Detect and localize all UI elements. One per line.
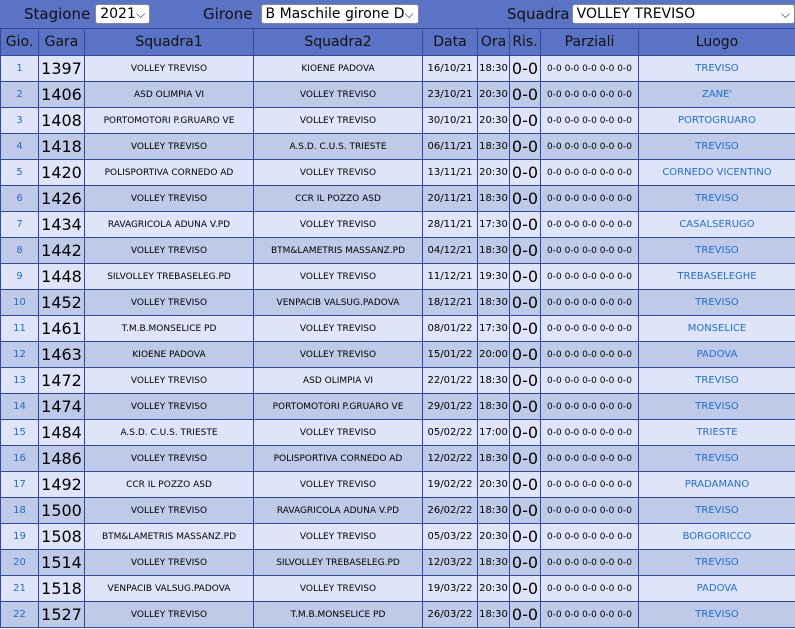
table-row [1,342,795,368]
venue-link[interactable]: TREVISO [639,186,795,212]
time-cell: 20:30 [478,160,510,186]
table-row [1,576,795,602]
time-cell: 20:30 [478,108,510,134]
venue-link[interactable]: TREVISO [639,446,795,472]
partials-cell: 0-0 0-0 0-0 0-0 0-0 [541,524,639,550]
chevron-down-icon: ⌵ [136,7,146,21]
gara-number: 1406 [39,82,85,108]
result-cell: 0-0 [510,212,541,238]
squadra1-cell: VOLLEY TREVISO [85,134,254,160]
result-cell: 0-0 [510,446,541,472]
table-row [1,264,795,290]
gara-number: 1448 [39,264,85,290]
partials-cell: 0-0 0-0 0-0 0-0 0-0 [541,264,639,290]
squadra2-cell: VOLLEY TREVISO [254,160,423,186]
result-cell: 0-0 [510,550,541,576]
time-cell: 20:30 [478,472,510,498]
date-cell: 16/10/21 [423,56,478,82]
table-row [1,212,795,238]
result-cell: 0-0 [510,134,541,160]
gara-number: 1518 [39,576,85,602]
squadra2-cell: VOLLEY TREVISO [254,108,423,134]
table-row [1,394,795,420]
gio-link[interactable]: 19 [1,524,39,550]
gara-number: 1426 [39,186,85,212]
date-cell: 26/03/22 [423,602,478,628]
girone-value: B Maschile girone D [265,6,405,22]
gara-number: 1463 [39,342,85,368]
girone-filter [163,1,449,27]
squadra1-cell: VOLLEY TREVISO [85,238,254,264]
venue-link[interactable]: TRIESTE [639,420,795,446]
squadra1-cell: VENPACIB VALSUG.PADOVA [85,576,254,602]
header-ora[interactable]: Ora [478,29,510,56]
venue-link[interactable]: ZANE' [639,82,795,108]
result-cell: 0-0 [510,290,541,316]
partials-cell: 0-0 0-0 0-0 0-0 0-0 [541,56,639,82]
partials-cell: 0-0 0-0 0-0 0-0 0-0 [541,238,639,264]
time-cell: 18:30 [478,186,510,212]
squadra1-cell: VOLLEY TREVISO [85,498,254,524]
squadra2-cell: VOLLEY TREVISO [254,316,423,342]
partials-cell: 0-0 0-0 0-0 0-0 0-0 [541,498,639,524]
gara-number: 1418 [39,134,85,160]
venue-link[interactable]: TREBASELEGHE [639,264,795,290]
gara-number: 1442 [39,238,85,264]
date-cell: 11/12/21 [423,264,478,290]
partials-cell: 0-0 0-0 0-0 0-0 0-0 [541,342,639,368]
gio-link[interactable]: 2 [1,82,39,108]
squadra1-cell: POLISPORTIVA CORNEDO AD [85,160,254,186]
table-row [1,498,795,524]
stagione-select[interactable] [95,4,150,24]
time-cell: 18:30 [478,602,510,628]
result-cell: 0-0 [510,238,541,264]
gio-link[interactable]: 6 [1,186,39,212]
time-cell: 19:30 [478,264,510,290]
calendar-table [0,28,795,628]
table-row [1,134,795,160]
stagione-label: Stagione [24,5,91,23]
venue-link[interactable]: TREVISO [639,56,795,82]
gio-link[interactable]: 18 [1,498,39,524]
squadra2-cell: VENPACIB VALSUG.PADOVA [254,290,423,316]
partials-cell: 0-0 0-0 0-0 0-0 0-0 [541,472,639,498]
result-cell: 0-0 [510,602,541,628]
result-cell: 0-0 [510,342,541,368]
result-cell: 0-0 [510,576,541,602]
squadra1-cell: SILVOLLEY TREBASELEG.PD [85,264,254,290]
gara-number: 1527 [39,602,85,628]
partials-cell: 0-0 0-0 0-0 0-0 0-0 [541,186,639,212]
squadra1-cell: VOLLEY TREVISO [85,602,254,628]
squadra2-cell: VOLLEY TREVISO [254,212,423,238]
header-squadra2[interactable]: Squadra2 [254,29,423,56]
gio-link[interactable]: 7 [1,212,39,238]
date-cell: 19/03/22 [423,576,478,602]
venue-link[interactable]: PORTOGRUARO [639,108,795,134]
gio-link[interactable]: 11 [1,316,39,342]
chevron-down-icon: ⌵ [404,7,414,21]
time-cell: 18:30 [478,134,510,160]
result-cell: 0-0 [510,394,541,420]
venue-link[interactable]: TREVISO [639,238,795,264]
squadra2-cell: KIOENE PADOVA [254,56,423,82]
result-cell: 0-0 [510,160,541,186]
time-cell: 18:30 [478,290,510,316]
table-header-row [1,29,795,56]
date-cell: 12/03/22 [423,550,478,576]
table-row [1,368,795,394]
squadra1-cell: T.M.B.MONSELICE PD [85,316,254,342]
chevron-down-icon: ⌵ [780,7,790,21]
gara-number: 1461 [39,316,85,342]
table-row [1,316,795,342]
gio-link[interactable]: 14 [1,394,39,420]
squadra-value: VOLLEY TREVISO [576,6,696,22]
venue-link[interactable]: TREVISO [639,498,795,524]
table-row [1,290,795,316]
time-cell: 18:30 [478,368,510,394]
gio-link[interactable]: 8 [1,238,39,264]
squadra1-cell: CCR IL POZZO ASD [85,472,254,498]
gio-link[interactable]: 4 [1,134,39,160]
partials-cell: 0-0 0-0 0-0 0-0 0-0 [541,446,639,472]
date-cell: 30/10/21 [423,108,478,134]
time-cell: 20:00 [478,342,510,368]
time-cell: 20:30 [478,576,510,602]
gara-number: 1508 [39,524,85,550]
squadra2-cell: VOLLEY TREVISO [254,576,423,602]
table-row [1,108,795,134]
squadra2-cell: VOLLEY TREVISO [254,472,423,498]
gio-link[interactable]: 5 [1,160,39,186]
header-squadra1[interactable]: Squadra1 [85,29,254,56]
gio-link[interactable]: 12 [1,342,39,368]
squadra2-cell: BTM&LAMETRIS MASSANZ.PD [254,238,423,264]
squadra1-cell: PORTOMOTORI P.GRUARO VE [85,108,254,134]
date-cell: 05/03/22 [423,524,478,550]
squadra-label: Squadra [507,5,570,23]
squadra-filter [452,1,795,27]
time-cell: 18:30 [478,238,510,264]
date-cell: 23/10/21 [423,82,478,108]
table-body [1,56,795,628]
partials-cell: 0-0 0-0 0-0 0-0 0-0 [541,602,639,628]
squadra1-cell: A.S.D. C.U.S. TRIESTE [85,420,254,446]
squadra1-cell: ASD OLIMPIA VI [85,82,254,108]
header-gio[interactable]: Gio. [1,29,39,56]
gara-number: 1484 [39,420,85,446]
venue-link[interactable]: TREVISO [639,550,795,576]
squadra2-cell: VOLLEY TREVISO [254,524,423,550]
partials-cell: 0-0 0-0 0-0 0-0 0-0 [541,160,639,186]
result-cell: 0-0 [510,108,541,134]
partials-cell: 0-0 0-0 0-0 0-0 0-0 [541,212,639,238]
venue-link[interactable]: BORGORICCO [639,524,795,550]
date-cell: 05/02/22 [423,420,478,446]
squadra2-cell: VOLLEY TREVISO [254,420,423,446]
header-luogo[interactable]: Luogo [639,29,795,56]
table-row [1,160,795,186]
result-cell: 0-0 [510,524,541,550]
gara-number: 1514 [39,550,85,576]
date-cell: 26/02/22 [423,498,478,524]
partials-cell: 0-0 0-0 0-0 0-0 0-0 [541,82,639,108]
result-cell: 0-0 [510,186,541,212]
gara-number: 1408 [39,108,85,134]
squadra2-cell: VOLLEY TREVISO [254,342,423,368]
date-cell: 28/11/21 [423,212,478,238]
gio-link[interactable]: 1 [1,56,39,82]
gara-number: 1486 [39,446,85,472]
venue-link[interactable]: TREVISO [639,394,795,420]
gio-link[interactable]: 22 [1,602,39,628]
squadra1-cell: VOLLEY TREVISO [85,394,254,420]
squadra2-cell: VOLLEY TREVISO [254,264,423,290]
venue-link[interactable]: TREVISO [639,134,795,160]
table-row [1,602,795,628]
squadra2-cell: A.S.D. C.U.S. TRIESTE [254,134,423,160]
result-cell: 0-0 [510,82,541,108]
header-data[interactable]: Data [423,29,478,56]
result-cell: 0-0 [510,472,541,498]
result-cell: 0-0 [510,498,541,524]
gio-link[interactable]: 16 [1,446,39,472]
girone-select[interactable] [261,4,419,24]
table-row [1,524,795,550]
gara-number: 1492 [39,472,85,498]
partials-cell: 0-0 0-0 0-0 0-0 0-0 [541,134,639,160]
gara-number: 1472 [39,368,85,394]
venue-link[interactable]: TREVISO [639,602,795,628]
partials-cell: 0-0 0-0 0-0 0-0 0-0 [541,108,639,134]
table-row [1,238,795,264]
table-row [1,420,795,446]
result-cell: 0-0 [510,316,541,342]
squadra1-cell: VOLLEY TREVISO [85,368,254,394]
gio-link[interactable]: 15 [1,420,39,446]
squadra2-cell: RAVAGRICOLA ADUNA V.PD [254,498,423,524]
squadra2-cell: ASD OLIMPIA VI [254,368,423,394]
squadra2-cell: VOLLEY TREVISO [254,82,423,108]
date-cell: 20/11/21 [423,186,478,212]
venue-link[interactable]: CASALSERUGO [639,212,795,238]
gara-number: 1397 [39,56,85,82]
result-cell: 0-0 [510,56,541,82]
gio-link[interactable]: 21 [1,576,39,602]
venue-link[interactable]: TREVISO [639,290,795,316]
venue-link[interactable]: PADOVA [639,342,795,368]
table-row [1,472,795,498]
stagione-filter [0,1,160,27]
result-cell: 0-0 [510,368,541,394]
gara-number: 1474 [39,394,85,420]
venue-link[interactable]: TREVISO [639,368,795,394]
gara-number: 1434 [39,212,85,238]
gio-link[interactable]: 13 [1,368,39,394]
gio-link[interactable]: 20 [1,550,39,576]
partials-cell: 0-0 0-0 0-0 0-0 0-0 [541,550,639,576]
time-cell: 18:30 [478,56,510,82]
time-cell: 18:30 [478,550,510,576]
date-cell: 13/11/21 [423,160,478,186]
date-cell: 15/01/22 [423,342,478,368]
time-cell: 18:30 [478,394,510,420]
gara-number: 1452 [39,290,85,316]
gio-link[interactable]: 3 [1,108,39,134]
squadra2-cell: SILVOLLEY TREBASELEG.PD [254,550,423,576]
date-cell: 19/02/22 [423,472,478,498]
squadra2-cell: PORTOMOTORI P.GRUARO VE [254,394,423,420]
time-cell: 17:30 [478,212,510,238]
squadra1-cell: KIOENE PADOVA [85,342,254,368]
time-cell: 18:30 [478,498,510,524]
squadra1-cell: VOLLEY TREVISO [85,446,254,472]
date-cell: 18/12/21 [423,290,478,316]
squadra1-cell: VOLLEY TREVISO [85,56,254,82]
girone-label: Girone [203,5,253,23]
table-row [1,56,795,82]
gio-link[interactable]: 17 [1,472,39,498]
date-cell: 29/01/22 [423,394,478,420]
partials-cell: 0-0 0-0 0-0 0-0 0-0 [541,420,639,446]
time-cell: 18:30 [478,446,510,472]
squadra2-cell: POLISPORTIVA CORNEDO AD [254,446,423,472]
date-cell: 12/02/22 [423,446,478,472]
gio-link[interactable]: 10 [1,290,39,316]
squadra1-cell: RAVAGRICOLA ADUNA V.PD [85,212,254,238]
table-row [1,550,795,576]
header-ris[interactable]: Ris. [510,29,541,56]
partials-cell: 0-0 0-0 0-0 0-0 0-0 [541,290,639,316]
squadra2-cell: T.M.B.MONSELICE PD [254,602,423,628]
squadra1-cell: BTM&LAMETRIS MASSANZ.PD [85,524,254,550]
header-gara[interactable]: Gara [39,29,85,56]
venue-link[interactable]: MONSELICE [639,316,795,342]
time-cell: 20:30 [478,524,510,550]
time-cell: 17:00 [478,420,510,446]
squadra-select[interactable] [572,4,795,24]
venue-link[interactable]: PRADAMANO [639,472,795,498]
date-cell: 04/12/21 [423,238,478,264]
gara-number: 1500 [39,498,85,524]
stagione-value: 2021 [100,6,136,22]
squadra2-cell: CCR IL POZZO ASD [254,186,423,212]
result-cell: 0-0 [510,420,541,446]
partials-cell: 0-0 0-0 0-0 0-0 0-0 [541,576,639,602]
header-parziali[interactable]: Parziali [541,29,639,56]
table-row [1,446,795,472]
partials-cell: 0-0 0-0 0-0 0-0 0-0 [541,316,639,342]
table-row [1,82,795,108]
date-cell: 06/11/21 [423,134,478,160]
partials-cell: 0-0 0-0 0-0 0-0 0-0 [541,394,639,420]
squadra1-cell: VOLLEY TREVISO [85,290,254,316]
time-cell: 17:30 [478,316,510,342]
gio-link[interactable]: 9 [1,264,39,290]
table-row [1,186,795,212]
partials-cell: 0-0 0-0 0-0 0-0 0-0 [541,368,639,394]
squadra1-cell: VOLLEY TREVISO [85,186,254,212]
result-cell: 0-0 [510,264,541,290]
gara-number: 1420 [39,160,85,186]
filter-bar [0,0,795,28]
venue-link[interactable]: CORNEDO VICENTINO [639,160,795,186]
squadra1-cell: VOLLEY TREVISO [85,550,254,576]
date-cell: 22/01/22 [423,368,478,394]
time-cell: 20:30 [478,82,510,108]
date-cell: 08/01/22 [423,316,478,342]
venue-link[interactable]: PADOVA [639,576,795,602]
